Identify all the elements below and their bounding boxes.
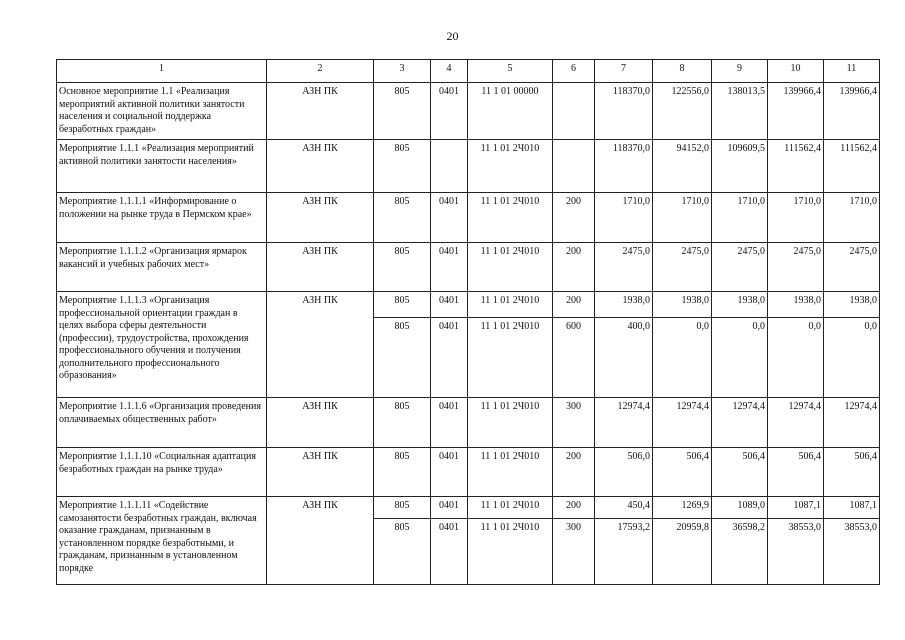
data-cell: 139966,4 bbox=[768, 83, 824, 140]
data-cell: 11 1 01 2Ч010 bbox=[468, 448, 553, 497]
table-row bbox=[57, 398, 880, 448]
data-cell: 11 1 01 2Ч010 bbox=[468, 243, 553, 292]
row-name-cell: Основное мероприятие 1.1 «Реализация мероприятий активной политики занятости населения и социальной поддержка безработных граждан» bbox=[57, 83, 267, 140]
data-cell: 1938,0 bbox=[712, 292, 768, 318]
executor-cell: АЗН ПК bbox=[267, 292, 374, 398]
data-cell: 0,0 bbox=[653, 318, 712, 398]
executor-cell: АЗН ПК bbox=[267, 398, 374, 448]
data-cell: 1087,1 bbox=[824, 497, 880, 519]
table-row bbox=[57, 83, 880, 140]
data-cell: 12974,4 bbox=[653, 398, 712, 448]
header-cell: 10 bbox=[768, 60, 824, 83]
data-cell: 38553,0 bbox=[824, 519, 880, 585]
data-cell: 300 bbox=[553, 398, 595, 448]
data-cell: 11 1 01 2Ч010 bbox=[468, 398, 553, 448]
header-cell: 11 bbox=[824, 60, 880, 83]
table-body bbox=[57, 60, 880, 585]
executor-cell: АЗН ПК bbox=[267, 497, 374, 585]
data-cell: 400,0 bbox=[595, 318, 653, 398]
data-cell: 200 bbox=[553, 243, 595, 292]
budget-table bbox=[56, 59, 880, 585]
executor-cell: АЗН ПК bbox=[267, 448, 374, 497]
header-row bbox=[57, 60, 880, 83]
data-cell: 12974,4 bbox=[768, 398, 824, 448]
header-cell: 5 bbox=[468, 60, 553, 83]
data-cell: 11 1 01 2Ч010 bbox=[468, 140, 553, 193]
executor-cell: АЗН ПК bbox=[267, 193, 374, 243]
data-cell: 109609,5 bbox=[712, 140, 768, 193]
data-cell: 600 bbox=[553, 318, 595, 398]
data-cell: 1938,0 bbox=[768, 292, 824, 318]
header-cell: 1 bbox=[57, 60, 267, 83]
data-cell: 1938,0 bbox=[653, 292, 712, 318]
data-cell: 0401 bbox=[431, 243, 468, 292]
table-row bbox=[57, 193, 880, 243]
page-number: 20 bbox=[446, 29, 459, 43]
data-cell: 0401 bbox=[431, 497, 468, 519]
data-cell: 1710,0 bbox=[712, 193, 768, 243]
data-cell: 118370,0 bbox=[595, 140, 653, 193]
table-row bbox=[57, 448, 880, 497]
data-cell: 12974,4 bbox=[595, 398, 653, 448]
data-cell: 1710,0 bbox=[653, 193, 712, 243]
executor-cell: АЗН ПК bbox=[267, 83, 374, 140]
data-cell: 2475,0 bbox=[712, 243, 768, 292]
data-cell: 11 1 01 2Ч010 bbox=[468, 497, 553, 519]
data-cell: 0,0 bbox=[824, 318, 880, 398]
data-cell: 1089,0 bbox=[712, 497, 768, 519]
data-cell: 11 1 01 2Ч010 bbox=[468, 292, 553, 318]
data-cell: 2475,0 bbox=[653, 243, 712, 292]
row-name-cell: Мероприятие 1.1.1.2 «Организация ярмарок вакансий и учебных рабочих мест» bbox=[57, 243, 267, 292]
data-cell: 17593,2 bbox=[595, 519, 653, 585]
data-cell: 0401 bbox=[431, 83, 468, 140]
data-cell: 1710,0 bbox=[768, 193, 824, 243]
header-cell: 7 bbox=[595, 60, 653, 83]
header-cell: 3 bbox=[374, 60, 431, 83]
header-cell: 8 bbox=[653, 60, 712, 83]
data-cell: 0401 bbox=[431, 448, 468, 497]
data-cell: 805 bbox=[374, 448, 431, 497]
header-cell: 4 bbox=[431, 60, 468, 83]
table-row bbox=[57, 140, 880, 193]
data-cell: 805 bbox=[374, 519, 431, 585]
data-cell: 805 bbox=[374, 398, 431, 448]
data-cell: 122556,0 bbox=[653, 83, 712, 140]
executor-cell: АЗН ПК bbox=[267, 243, 374, 292]
row-name-cell: Мероприятие 1.1.1.1 «Информирование о положении на рынке труда в Пермском крае» bbox=[57, 193, 267, 243]
table-row bbox=[57, 497, 880, 519]
row-name-cell: Мероприятие 1.1.1.11 «Содействие самозанятости безработных граждан, включая оказание гражданам, признанным в установленном порядке безработными, и гражданам, признанным в установленном порядке bbox=[57, 497, 267, 585]
data-cell: 38553,0 bbox=[768, 519, 824, 585]
data-cell: 1710,0 bbox=[595, 193, 653, 243]
data-cell: 200 bbox=[553, 497, 595, 519]
data-cell: 506,4 bbox=[653, 448, 712, 497]
data-cell: 805 bbox=[374, 318, 431, 398]
data-cell: 1269,9 bbox=[653, 497, 712, 519]
table-row bbox=[57, 292, 880, 318]
data-cell: 118370,0 bbox=[595, 83, 653, 140]
data-cell: 12974,4 bbox=[712, 398, 768, 448]
data-cell: 111562,4 bbox=[824, 140, 880, 193]
data-cell: 0,0 bbox=[768, 318, 824, 398]
data-cell: 111562,4 bbox=[768, 140, 824, 193]
data-cell bbox=[553, 83, 595, 140]
data-cell: 0401 bbox=[431, 398, 468, 448]
data-cell: 200 bbox=[553, 448, 595, 497]
data-cell: 805 bbox=[374, 83, 431, 140]
data-cell: 805 bbox=[374, 243, 431, 292]
data-cell: 138013,5 bbox=[712, 83, 768, 140]
data-cell: 1938,0 bbox=[824, 292, 880, 318]
data-cell: 12974,4 bbox=[824, 398, 880, 448]
data-cell bbox=[553, 140, 595, 193]
data-cell: 805 bbox=[374, 292, 431, 318]
data-cell bbox=[431, 140, 468, 193]
data-cell: 200 bbox=[553, 292, 595, 318]
data-cell: 506,4 bbox=[768, 448, 824, 497]
data-cell: 36598,2 bbox=[712, 519, 768, 585]
data-cell: 11 1 01 00000 bbox=[468, 83, 553, 140]
data-cell: 506,4 bbox=[712, 448, 768, 497]
data-cell: 1938,0 bbox=[595, 292, 653, 318]
data-cell: 94152,0 bbox=[653, 140, 712, 193]
row-name-cell: Мероприятие 1.1.1.10 «Социальная адаптация безработных граждан на рынке труда» bbox=[57, 448, 267, 497]
executor-cell: АЗН ПК bbox=[267, 140, 374, 193]
data-cell: 2475,0 bbox=[595, 243, 653, 292]
data-cell: 11 1 01 2Ч010 bbox=[468, 519, 553, 585]
data-cell: 1710,0 bbox=[824, 193, 880, 243]
data-cell: 805 bbox=[374, 140, 431, 193]
header-cell: 9 bbox=[712, 60, 768, 83]
data-cell: 805 bbox=[374, 497, 431, 519]
row-name-cell: Мероприятие 1.1.1 «Реализация мероприятий активной политики занятости населения» bbox=[57, 140, 267, 193]
data-cell: 0401 bbox=[431, 519, 468, 585]
data-cell: 20959,8 bbox=[653, 519, 712, 585]
row-name-cell: Мероприятие 1.1.1.3 «Организация профессиональной ориентации граждан в целях выбора сферы деятельности (профессии), трудоустройства, прохождения профессионального обучения и получения дополнительного профессионального образования» bbox=[57, 292, 267, 398]
data-cell: 300 bbox=[553, 519, 595, 585]
data-cell: 506,4 bbox=[824, 448, 880, 497]
header-cell: 2 bbox=[267, 60, 374, 83]
row-name-cell: Мероприятие 1.1.1.6 «Организация проведения оплачиваемых общественных работ» bbox=[57, 398, 267, 448]
data-cell: 506,0 bbox=[595, 448, 653, 497]
data-cell: 0401 bbox=[431, 193, 468, 243]
data-cell: 2475,0 bbox=[824, 243, 880, 292]
data-cell: 450,4 bbox=[595, 497, 653, 519]
data-cell: 0,0 bbox=[712, 318, 768, 398]
data-cell: 0401 bbox=[431, 292, 468, 318]
data-cell: 11 1 01 2Ч010 bbox=[468, 318, 553, 398]
data-cell: 805 bbox=[374, 193, 431, 243]
data-cell: 139966,4 bbox=[824, 83, 880, 140]
table-row bbox=[57, 243, 880, 292]
data-cell: 1087,1 bbox=[768, 497, 824, 519]
header-cell: 6 bbox=[553, 60, 595, 83]
data-cell: 200 bbox=[553, 193, 595, 243]
data-cell: 0401 bbox=[431, 318, 468, 398]
data-cell: 11 1 01 2Ч010 bbox=[468, 193, 553, 243]
data-cell: 2475,0 bbox=[768, 243, 824, 292]
